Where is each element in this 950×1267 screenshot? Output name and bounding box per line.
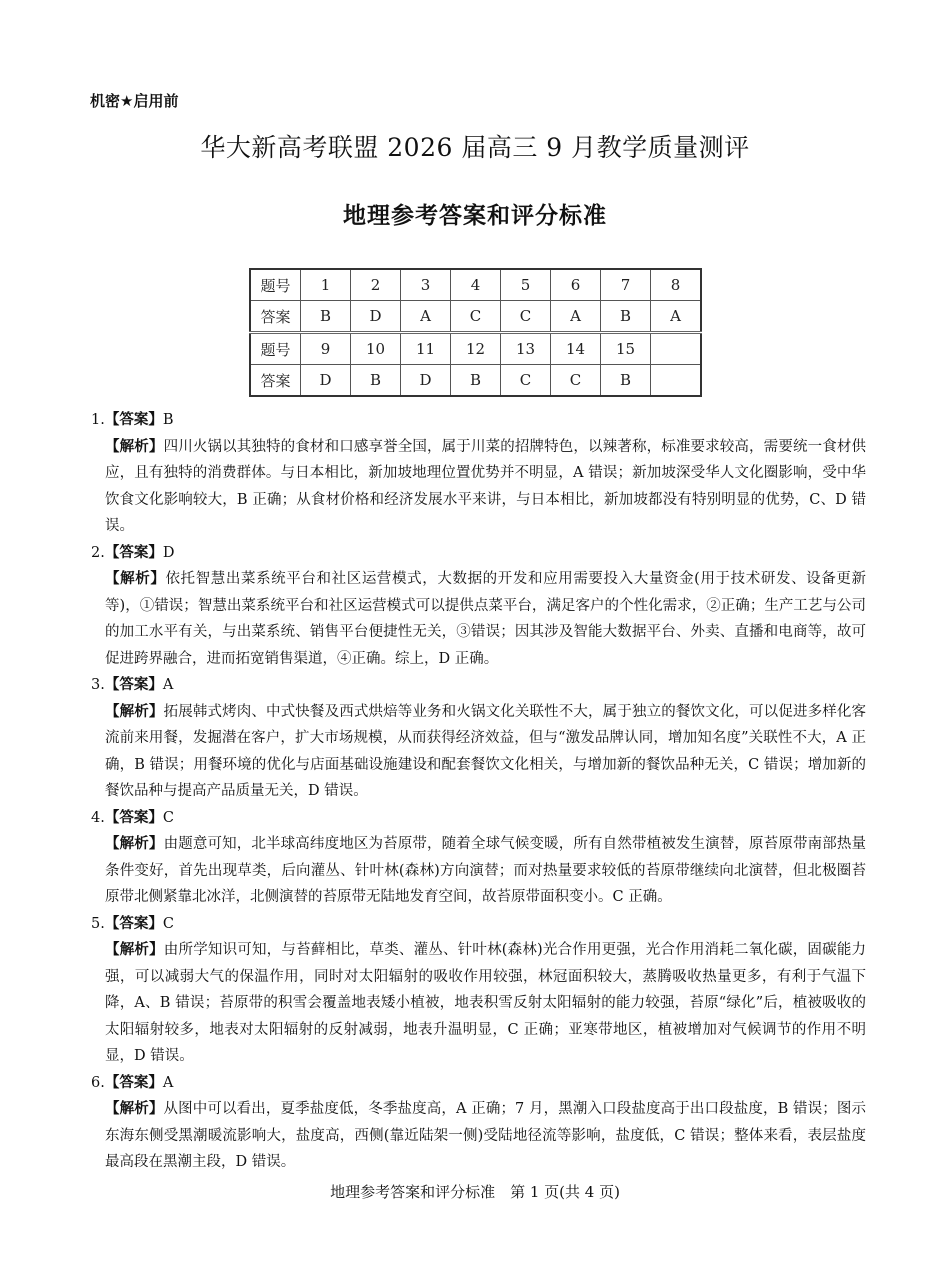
answer-line bbox=[91, 805, 866, 832]
answer-cell: C bbox=[501, 365, 551, 397]
answer-cell: A bbox=[651, 301, 702, 333]
question-number: 6. bbox=[91, 1074, 105, 1091]
answer-value: A bbox=[162, 1074, 174, 1091]
analysis-paragraph bbox=[91, 699, 866, 805]
answer-cell: D bbox=[301, 365, 351, 397]
question-number bbox=[651, 333, 702, 365]
analysis-label: 【解析】 bbox=[105, 702, 164, 720]
answer-label: 【答案】 bbox=[104, 411, 163, 428]
analysis-text: 由所学知识可知，与苔藓相比，草类、灌丛、针叶林(森林)光合作用更强，光合作用消耗二氧化碳，固碳能力强，可以减弱大气的保温作用，同时对太阳辐射的吸收作用较强，林冠面积较大，蒸腾吸收热量更多，有利于气温下降，A、B 错误；苔原带的积雪会覆盖地表矮小植被，地表积雪反射太阳辐射的能力较强，苔原“绿化”后，植被吸收的太阳辐射较多，地表对太阳辐射的反射减弱，地表升温明显，C 正确；亚寒带地区，植被增加对气候调节的作用不明显，D 错误。 bbox=[105, 942, 867, 1064]
question-block-4 bbox=[91, 805, 866, 911]
analysis-label: 【解析】 bbox=[105, 941, 164, 958]
answer-cell: B bbox=[301, 301, 351, 333]
question-number: 13 bbox=[501, 333, 551, 365]
answer-line bbox=[91, 1070, 866, 1097]
question-number: 15 bbox=[601, 333, 651, 365]
question-number: 3. bbox=[91, 677, 105, 693]
analysis-label: 【解析】 bbox=[105, 570, 166, 587]
answer-label: 【答案】 bbox=[104, 1073, 163, 1091]
row-label: 答案 bbox=[250, 301, 301, 333]
analysis-text: 四川火锅以其独特的食材和口感享誉全国，属于川菜的招牌特色，以辣著称，标准要求较高，需要统一食材供应，且有独特的消费群体。与日本相比，新加坡地理位置优势并不明显，A 错误；新加坡深受华人文化圈影响，受中华饮食文化影响较大，B 正确；从食材价格和经济发展水平来讲，与日本相比，新加坡都没有特别明显的优势，C、D 错误。 bbox=[105, 438, 867, 534]
exam-title: 华大新高考联盟 2026 届高三 9 月教学质量测评 bbox=[200, 133, 750, 162]
answer-cell bbox=[651, 365, 702, 397]
answer-cell: B bbox=[601, 301, 651, 333]
question-number: 7 bbox=[601, 269, 651, 301]
answer-value: C bbox=[162, 915, 174, 932]
answer-cell: C bbox=[551, 365, 601, 397]
table-row-answers-1 bbox=[250, 301, 701, 333]
question-number: 5 bbox=[501, 269, 551, 301]
answer-label: 【答案】 bbox=[104, 543, 163, 561]
answer-value: C bbox=[162, 809, 174, 826]
answer-cell: D bbox=[351, 301, 401, 333]
question-number: 10 bbox=[351, 333, 401, 365]
question-number: 2. bbox=[91, 544, 105, 561]
question-number: 8 bbox=[651, 269, 702, 301]
answer-label: 【答案】 bbox=[104, 914, 163, 932]
question-number: 4 bbox=[451, 269, 501, 301]
question-block-2 bbox=[91, 540, 866, 673]
answer-cell: B bbox=[601, 365, 651, 397]
question-number: 2 bbox=[351, 269, 401, 301]
answer-line bbox=[91, 407, 866, 434]
answer-line bbox=[91, 672, 866, 699]
question-number: 4. bbox=[91, 809, 105, 826]
table-row-answers-2 bbox=[250, 365, 701, 397]
question-block-6 bbox=[91, 1070, 866, 1176]
answer-value: B bbox=[162, 412, 174, 428]
answer-cell: A bbox=[551, 301, 601, 333]
answer-cell: D bbox=[401, 365, 451, 397]
answer-table bbox=[249, 268, 702, 397]
question-number: 3 bbox=[401, 269, 451, 301]
question-number: 5. bbox=[91, 915, 105, 932]
question-number: 11 bbox=[401, 333, 451, 365]
answer-value: D bbox=[162, 544, 175, 561]
analysis-text: 从图中可以看出，夏季盐度低，冬季盐度高，A 正确；7 月，黑潮入口段盐度高于出口段盐度，B 错误；图示东海东侧受黑潮暖流影响大，盐度高，西侧(靠近陆架一侧)受陆地径流等影响，盐度低，C 错误；整体来看，表层盐度最高段在黑潮主段，D 错误。 bbox=[105, 1101, 866, 1170]
answer-cell: B bbox=[451, 365, 501, 397]
question-number: 14 bbox=[551, 333, 601, 365]
answer-cell: A bbox=[401, 301, 451, 333]
answer-cell: C bbox=[501, 301, 551, 333]
analysis-text: 拓展韩式烤肉、中式快餐及西式烘焙等业务和火锅文化关联性不大，属于独立的餐饮文化，可以促进多样化客流前来用餐，发掘潜在客户，扩大市场规模，从而获得经济效益，但与“激发品牌认同，增加知名度”关联性不大，A 正确，B 错误；用餐环境的优化与店面基础设施建设和配套餐饮文化相关，与增加新的餐饮品种无关，C 错误；增加新的餐饮品种与提高产品质量无关，D 错误。 bbox=[105, 703, 867, 799]
page-footer: 地理参考答案和评分标准 第 1 页(共 4 页) bbox=[330, 1183, 620, 1201]
question-block-1 bbox=[91, 407, 866, 540]
table-row-numbers-1 bbox=[250, 269, 701, 301]
answer-cell: C bbox=[451, 301, 501, 333]
question-number: 1 bbox=[301, 269, 351, 301]
row-label: 题号 bbox=[250, 333, 301, 365]
analysis-text: 由题意可知，北半球高纬度地区为苔原带，随着全球气候变暖，所有自然带植被发生演替，原苔原带南部热量条件变好，首先出现草类，后向灌丛、针叶林(森林)方向演替；而对热量要求较低的苔原带继续向北演替，但北极圈苔原带北侧紧靠北冰洋，北侧演替的苔原带无陆地发育空间，故苔原带面积变小。C 正确。 bbox=[105, 836, 867, 905]
analysis-label: 【解析】 bbox=[105, 437, 164, 455]
answer-value: A bbox=[162, 677, 174, 693]
question-number: 6 bbox=[551, 269, 601, 301]
analysis-paragraph bbox=[91, 937, 866, 1070]
analysis-text: 依托智慧出菜系统平台和社区运营模式，大数据的开发和应用需要投入大量资金(用于技术研发、设备更新等)，①错误；智慧出菜系统平台和社区运营模式可以提供点菜平台，满足客户的个性化需求，②正确；生产工艺与公司的加工水平有关，与出菜系统、销售平台便捷性无关，③错误；因其涉及智能大数据平台、外卖、直播和电商等，故可促进跨界融合，进而拓宽销售渠道，④正确。综上，D 正确。 bbox=[105, 571, 867, 667]
question-number: 12 bbox=[451, 333, 501, 365]
analysis-paragraph bbox=[91, 831, 866, 911]
analysis-label: 【解析】 bbox=[105, 1100, 164, 1117]
document-subtitle: 地理参考答案和评分标准 bbox=[343, 203, 607, 229]
row-label: 答案 bbox=[250, 365, 301, 397]
answer-label: 【答案】 bbox=[104, 676, 163, 693]
analysis-label: 【解析】 bbox=[105, 835, 164, 852]
analysis-paragraph bbox=[91, 434, 866, 540]
answer-explanations bbox=[91, 407, 866, 1176]
question-number: 1. bbox=[91, 412, 105, 428]
answer-cell: B bbox=[351, 365, 401, 397]
question-number: 9 bbox=[301, 333, 351, 365]
row-label: 题号 bbox=[250, 269, 301, 301]
question-block-3 bbox=[91, 672, 866, 805]
answer-line bbox=[91, 540, 866, 567]
analysis-paragraph bbox=[91, 1096, 866, 1176]
table-row-numbers-2 bbox=[250, 333, 701, 365]
analysis-paragraph bbox=[91, 566, 866, 672]
confidential-label: 机密★启用前 bbox=[90, 92, 179, 110]
answer-line bbox=[91, 911, 866, 938]
answer-label: 【答案】 bbox=[104, 808, 163, 826]
question-block-5 bbox=[91, 911, 866, 1070]
